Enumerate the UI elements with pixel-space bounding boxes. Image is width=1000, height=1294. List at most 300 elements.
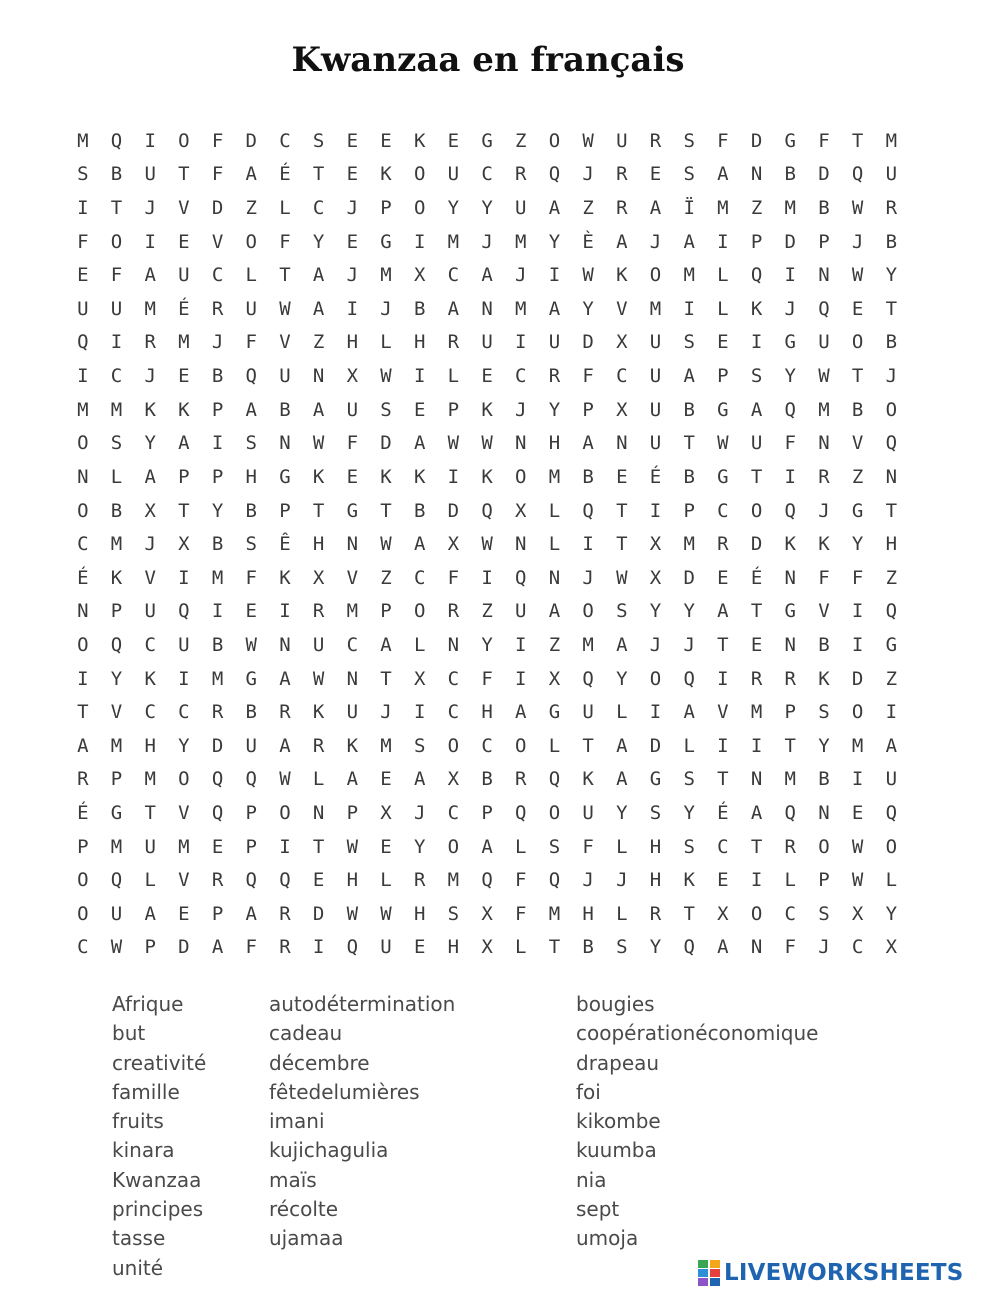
grid-letter[interactable]: A bbox=[413, 768, 426, 791]
grid-letter[interactable]: Q bbox=[346, 936, 359, 959]
grid-letter[interactable]: W bbox=[312, 667, 325, 690]
grid-letter[interactable]: Q bbox=[279, 869, 291, 892]
grid-letter[interactable]: O bbox=[279, 801, 291, 824]
grid-letter[interactable]: Z bbox=[851, 465, 864, 488]
grid-letter[interactable]: T bbox=[312, 835, 325, 858]
grid-letter[interactable]: O bbox=[447, 734, 460, 757]
grid-letter[interactable]: E bbox=[380, 835, 392, 858]
grid-letter[interactable]: Q bbox=[885, 801, 898, 824]
grid-letter[interactable]: B bbox=[481, 768, 493, 791]
grid-letter[interactable]: X bbox=[447, 768, 460, 791]
grid-letter[interactable]: S bbox=[750, 365, 763, 388]
grid-letter[interactable]: S bbox=[683, 768, 695, 791]
grid-letter[interactable]: I bbox=[312, 936, 325, 959]
grid-letter[interactable]: V bbox=[178, 197, 190, 220]
grid-letter[interactable]: X bbox=[447, 533, 460, 556]
grid-letter[interactable]: I bbox=[346, 297, 359, 320]
grid-letter[interactable]: Y bbox=[885, 264, 898, 287]
grid-letter[interactable]: A bbox=[649, 197, 662, 220]
grid-letter[interactable]: U bbox=[750, 432, 763, 455]
grid-letter[interactable]: K bbox=[178, 398, 190, 421]
grid-letter[interactable]: N bbox=[616, 432, 628, 455]
grid-letter[interactable]: G bbox=[110, 801, 123, 824]
grid-letter[interactable]: U bbox=[178, 264, 190, 287]
grid-letter[interactable]: U bbox=[346, 701, 359, 724]
grid-letter[interactable]: B bbox=[885, 331, 898, 354]
grid-letter[interactable]: S bbox=[77, 163, 89, 186]
grid-letter[interactable]: I bbox=[279, 600, 291, 623]
grid-letter[interactable]: C bbox=[515, 365, 527, 388]
grid-letter[interactable]: M bbox=[683, 533, 695, 556]
grid-letter[interactable]: O bbox=[413, 197, 426, 220]
grid-letter[interactable]: A bbox=[413, 533, 426, 556]
grid-letter[interactable]: I bbox=[851, 600, 864, 623]
grid-letter[interactable]: X bbox=[885, 936, 898, 959]
grid-letter[interactable]: H bbox=[481, 701, 493, 724]
grid-letter[interactable]: C bbox=[144, 701, 156, 724]
grid-letter[interactable]: M bbox=[110, 734, 123, 757]
grid-letter[interactable]: A bbox=[144, 902, 156, 925]
grid-letter[interactable]: P bbox=[211, 902, 224, 925]
grid-letter[interactable]: U bbox=[582, 801, 594, 824]
grid-letter[interactable]: H bbox=[582, 902, 594, 925]
grid-letter[interactable]: K bbox=[279, 566, 291, 589]
grid-letter[interactable]: E bbox=[245, 600, 257, 623]
grid-letter[interactable]: J bbox=[346, 197, 359, 220]
grid-letter[interactable]: G bbox=[784, 600, 796, 623]
grid-letter[interactable]: J bbox=[784, 297, 796, 320]
grid-letter[interactable]: M bbox=[77, 398, 89, 421]
grid-letter[interactable]: T bbox=[885, 499, 898, 522]
grid-letter[interactable]: N bbox=[818, 432, 830, 455]
grid-letter[interactable]: L bbox=[616, 835, 628, 858]
grid-letter[interactable]: Y bbox=[413, 835, 426, 858]
grid-letter[interactable]: N bbox=[515, 432, 527, 455]
grid-letter[interactable]: E bbox=[380, 129, 392, 152]
grid-letter[interactable]: I bbox=[851, 768, 864, 791]
grid-letter[interactable]: Q bbox=[110, 869, 123, 892]
grid-letter[interactable]: J bbox=[515, 398, 527, 421]
grid-letter[interactable]: J bbox=[380, 297, 392, 320]
grid-letter[interactable]: W bbox=[851, 264, 864, 287]
grid-letter[interactable]: B bbox=[110, 499, 123, 522]
grid-letter[interactable]: Z bbox=[481, 600, 493, 623]
grid-letter[interactable]: M bbox=[750, 701, 763, 724]
grid-letter[interactable]: Y bbox=[481, 633, 493, 656]
grid-letter[interactable]: E bbox=[851, 801, 864, 824]
grid-letter[interactable]: A bbox=[616, 230, 628, 253]
grid-letter[interactable]: E bbox=[717, 566, 729, 589]
grid-letter[interactable]: Z bbox=[245, 197, 257, 220]
grid-letter[interactable]: D bbox=[750, 129, 763, 152]
grid-letter[interactable]: R bbox=[649, 129, 662, 152]
grid-letter[interactable]: C bbox=[211, 264, 224, 287]
grid-letter[interactable]: U bbox=[178, 633, 190, 656]
grid-letter[interactable]: Q bbox=[110, 633, 123, 656]
grid-letter[interactable]: W bbox=[380, 902, 392, 925]
grid-letter[interactable]: X bbox=[649, 533, 662, 556]
grid-letter[interactable]: F bbox=[481, 667, 493, 690]
grid-letter[interactable]: Z bbox=[582, 197, 594, 220]
grid-letter[interactable]: M bbox=[717, 197, 729, 220]
grid-letter[interactable]: R bbox=[649, 902, 662, 925]
grid-letter[interactable]: W bbox=[818, 365, 830, 388]
grid-letter[interactable]: Q bbox=[582, 667, 594, 690]
grid-letter[interactable]: C bbox=[144, 633, 156, 656]
grid-letter[interactable]: W bbox=[851, 869, 864, 892]
grid-letter[interactable]: Q bbox=[683, 936, 695, 959]
grid-letter[interactable]: M bbox=[211, 566, 224, 589]
grid-letter[interactable]: E bbox=[717, 869, 729, 892]
grid-letter[interactable]: A bbox=[144, 264, 156, 287]
grid-letter[interactable]: H bbox=[548, 432, 561, 455]
grid-letter[interactable]: Q bbox=[818, 297, 830, 320]
grid-letter[interactable]: É bbox=[717, 801, 729, 824]
grid-letter[interactable]: A bbox=[346, 768, 359, 791]
grid-letter[interactable]: Y bbox=[616, 801, 628, 824]
grid-letter[interactable]: A bbox=[178, 432, 190, 455]
grid-letter[interactable]: K bbox=[312, 465, 325, 488]
grid-letter[interactable]: M bbox=[548, 465, 561, 488]
grid-letter[interactable]: O bbox=[818, 835, 830, 858]
grid-letter[interactable]: S bbox=[683, 163, 695, 186]
grid-letter[interactable]: B bbox=[885, 230, 898, 253]
grid-letter[interactable]: P bbox=[245, 801, 257, 824]
grid-letter[interactable]: V bbox=[818, 600, 830, 623]
grid-letter[interactable]: D bbox=[178, 936, 190, 959]
grid-letter[interactable]: V bbox=[211, 230, 224, 253]
grid-letter[interactable]: O bbox=[413, 163, 426, 186]
grid-letter[interactable]: Q bbox=[110, 129, 123, 152]
grid-letter[interactable]: O bbox=[851, 701, 864, 724]
grid-letter[interactable]: H bbox=[245, 465, 257, 488]
grid-letter[interactable]: D bbox=[211, 734, 224, 757]
grid-letter[interactable]: K bbox=[144, 667, 156, 690]
grid-letter[interactable]: E bbox=[380, 768, 392, 791]
grid-letter[interactable]: T bbox=[784, 734, 796, 757]
grid-letter[interactable]: R bbox=[616, 163, 628, 186]
grid-letter[interactable]: T bbox=[312, 499, 325, 522]
grid-letter[interactable]: A bbox=[413, 432, 426, 455]
grid-letter[interactable]: T bbox=[750, 465, 763, 488]
grid-letter[interactable]: I bbox=[717, 230, 729, 253]
grid-letter[interactable]: Q bbox=[784, 499, 796, 522]
grid-letter[interactable]: V bbox=[178, 869, 190, 892]
grid-letter[interactable]: É bbox=[279, 163, 291, 186]
grid-letter[interactable]: U bbox=[110, 297, 123, 320]
grid-letter[interactable]: A bbox=[683, 701, 695, 724]
grid-letter[interactable]: K bbox=[312, 701, 325, 724]
grid-letter[interactable]: C bbox=[178, 701, 190, 724]
grid-letter[interactable]: G bbox=[649, 768, 662, 791]
grid-letter[interactable]: S bbox=[683, 331, 695, 354]
grid-letter[interactable]: D bbox=[245, 129, 257, 152]
grid-letter[interactable]: L bbox=[717, 297, 729, 320]
grid-letter[interactable]: D bbox=[649, 734, 662, 757]
grid-letter[interactable]: M bbox=[380, 734, 392, 757]
grid-letter[interactable]: H bbox=[312, 533, 325, 556]
grid-letter[interactable]: Z bbox=[750, 197, 763, 220]
grid-letter[interactable]: C bbox=[77, 533, 89, 556]
grid-letter[interactable]: Q bbox=[683, 667, 695, 690]
grid-letter[interactable]: Z bbox=[380, 566, 392, 589]
grid-letter[interactable]: D bbox=[818, 163, 830, 186]
grid-letter[interactable]: N bbox=[346, 667, 359, 690]
grid-letter[interactable]: U bbox=[245, 734, 257, 757]
grid-letter[interactable]: V bbox=[279, 331, 291, 354]
grid-letter[interactable]: R bbox=[211, 869, 224, 892]
grid-letter[interactable]: Q bbox=[515, 801, 527, 824]
grid-letter[interactable]: X bbox=[481, 902, 493, 925]
grid-letter[interactable]: M bbox=[683, 264, 695, 287]
grid-letter[interactable]: V bbox=[616, 297, 628, 320]
grid-letter[interactable]: B bbox=[211, 633, 224, 656]
grid-letter[interactable]: Q bbox=[582, 499, 594, 522]
grid-letter[interactable]: U bbox=[481, 331, 493, 354]
grid-letter[interactable]: M bbox=[582, 633, 594, 656]
grid-letter[interactable]: A bbox=[616, 633, 628, 656]
grid-letter[interactable]: P bbox=[683, 499, 695, 522]
grid-letter[interactable]: T bbox=[178, 163, 190, 186]
grid-letter[interactable]: S bbox=[683, 835, 695, 858]
grid-letter[interactable]: C bbox=[279, 129, 291, 152]
grid-letter[interactable]: J bbox=[582, 163, 594, 186]
grid-letter[interactable]: K bbox=[481, 398, 493, 421]
grid-letter[interactable]: W bbox=[346, 835, 359, 858]
grid-letter[interactable]: N bbox=[784, 633, 796, 656]
grid-letter[interactable]: M bbox=[178, 331, 190, 354]
grid-letter[interactable]: G bbox=[245, 667, 257, 690]
grid-letter[interactable]: H bbox=[447, 936, 460, 959]
grid-letter[interactable]: N bbox=[750, 768, 763, 791]
grid-letter[interactable]: P bbox=[380, 197, 392, 220]
grid-letter[interactable]: E bbox=[178, 230, 190, 253]
grid-letter[interactable]: U bbox=[818, 331, 830, 354]
grid-letter[interactable]: R bbox=[211, 701, 224, 724]
grid-letter[interactable]: S bbox=[380, 398, 392, 421]
grid-letter[interactable]: L bbox=[515, 936, 527, 959]
grid-letter[interactable]: A bbox=[683, 230, 695, 253]
grid-letter[interactable]: H bbox=[885, 533, 898, 556]
grid-letter[interactable]: H bbox=[649, 835, 662, 858]
grid-letter[interactable]: M bbox=[447, 230, 460, 253]
grid-letter[interactable]: K bbox=[683, 869, 695, 892]
grid-letter[interactable]: D bbox=[750, 533, 763, 556]
grid-letter[interactable]: P bbox=[178, 465, 190, 488]
grid-letter[interactable]: M bbox=[784, 768, 796, 791]
grid-letter[interactable]: M bbox=[211, 667, 224, 690]
grid-letter[interactable]: U bbox=[582, 701, 594, 724]
grid-letter[interactable]: C bbox=[346, 633, 359, 656]
grid-letter[interactable]: B bbox=[818, 633, 830, 656]
grid-letter[interactable]: S bbox=[616, 936, 628, 959]
grid-letter[interactable]: X bbox=[548, 667, 561, 690]
grid-letter[interactable]: D bbox=[784, 230, 796, 253]
grid-letter[interactable]: N bbox=[750, 936, 763, 959]
grid-letter[interactable]: T bbox=[750, 600, 763, 623]
grid-letter[interactable]: B bbox=[818, 768, 830, 791]
grid-letter[interactable]: Z bbox=[548, 633, 561, 656]
grid-letter[interactable]: I bbox=[717, 734, 729, 757]
grid-letter[interactable]: T bbox=[279, 264, 291, 287]
grid-letter[interactable]: O bbox=[178, 129, 190, 152]
grid-letter[interactable]: U bbox=[279, 365, 291, 388]
grid-letter[interactable]: G bbox=[784, 331, 796, 354]
grid-letter[interactable]: I bbox=[582, 533, 594, 556]
grid-letter[interactable]: L bbox=[548, 499, 561, 522]
grid-letter[interactable]: L bbox=[380, 331, 392, 354]
grid-letter[interactable]: T bbox=[851, 365, 864, 388]
grid-letter[interactable]: B bbox=[279, 398, 291, 421]
grid-letter[interactable]: T bbox=[717, 768, 729, 791]
grid-letter[interactable]: N bbox=[77, 465, 89, 488]
grid-letter[interactable]: M bbox=[110, 398, 123, 421]
grid-letter[interactable]: É bbox=[649, 465, 662, 488]
grid-letter[interactable]: B bbox=[110, 163, 123, 186]
grid-letter[interactable]: N bbox=[77, 600, 89, 623]
grid-letter[interactable]: M bbox=[515, 230, 527, 253]
grid-letter[interactable]: H bbox=[649, 869, 662, 892]
grid-letter[interactable]: I bbox=[885, 701, 898, 724]
grid-letter[interactable]: L bbox=[616, 701, 628, 724]
grid-letter[interactable]: P bbox=[818, 230, 830, 253]
grid-letter[interactable]: K bbox=[380, 465, 392, 488]
grid-letter[interactable]: U bbox=[245, 297, 257, 320]
grid-letter[interactable]: A bbox=[717, 163, 729, 186]
grid-letter[interactable]: K bbox=[481, 465, 493, 488]
grid-letter[interactable]: Q bbox=[784, 398, 796, 421]
grid-letter[interactable]: M bbox=[178, 835, 190, 858]
grid-letter[interactable]: G bbox=[346, 499, 359, 522]
grid-letter[interactable]: A bbox=[447, 297, 460, 320]
grid-letter[interactable]: N bbox=[548, 566, 561, 589]
grid-letter[interactable]: D bbox=[683, 566, 695, 589]
grid-letter[interactable]: U bbox=[885, 163, 898, 186]
grid-letter[interactable]: A bbox=[279, 667, 291, 690]
grid-letter[interactable]: C bbox=[447, 701, 460, 724]
grid-letter[interactable]: U bbox=[346, 398, 359, 421]
grid-letter[interactable]: T bbox=[851, 129, 864, 152]
grid-letter[interactable]: O bbox=[649, 667, 662, 690]
grid-letter[interactable]: O bbox=[582, 600, 594, 623]
grid-letter[interactable]: A bbox=[312, 297, 325, 320]
grid-letter[interactable]: M bbox=[447, 869, 460, 892]
grid-letter[interactable]: X bbox=[481, 936, 493, 959]
grid-letter[interactable]: G bbox=[784, 129, 796, 152]
grid-letter[interactable]: I bbox=[77, 197, 89, 220]
grid-letter[interactable]: L bbox=[515, 835, 527, 858]
grid-letter[interactable]: F bbox=[245, 566, 257, 589]
grid-letter[interactable]: W bbox=[110, 936, 123, 959]
grid-letter[interactable]: M bbox=[77, 129, 89, 152]
grid-letter[interactable]: R bbox=[413, 869, 426, 892]
grid-letter[interactable]: S bbox=[245, 533, 257, 556]
grid-letter[interactable]: E bbox=[481, 365, 493, 388]
grid-letter[interactable]: H bbox=[346, 331, 359, 354]
grid-letter[interactable]: N bbox=[784, 566, 796, 589]
grid-letter[interactable]: O bbox=[77, 499, 89, 522]
grid-letter[interactable]: J bbox=[380, 701, 392, 724]
grid-letter[interactable]: J bbox=[211, 331, 224, 354]
grid-letter[interactable]: W bbox=[245, 633, 257, 656]
grid-letter[interactable]: F bbox=[717, 129, 729, 152]
grid-letter[interactable]: R bbox=[447, 331, 460, 354]
grid-letter[interactable]: O bbox=[515, 734, 527, 757]
grid-letter[interactable]: Q bbox=[211, 768, 224, 791]
grid-letter[interactable]: I bbox=[178, 566, 190, 589]
grid-letter[interactable]: T bbox=[144, 801, 156, 824]
grid-letter[interactable]: K bbox=[582, 768, 594, 791]
grid-letter[interactable]: C bbox=[413, 566, 426, 589]
grid-letter[interactable]: U bbox=[649, 331, 662, 354]
grid-letter[interactable]: D bbox=[312, 902, 325, 925]
grid-letter[interactable]: Q bbox=[211, 801, 224, 824]
grid-letter[interactable]: X bbox=[515, 499, 527, 522]
grid-letter[interactable]: P bbox=[447, 398, 460, 421]
grid-letter[interactable]: B bbox=[245, 499, 257, 522]
grid-letter[interactable]: M bbox=[784, 197, 796, 220]
grid-letter[interactable]: È bbox=[582, 230, 594, 253]
grid-letter[interactable]: F bbox=[211, 163, 224, 186]
grid-letter[interactable]: W bbox=[481, 432, 493, 455]
grid-letter[interactable]: I bbox=[481, 566, 493, 589]
grid-letter[interactable]: S bbox=[649, 801, 662, 824]
grid-letter[interactable]: E bbox=[312, 869, 325, 892]
grid-letter[interactable]: Q bbox=[851, 163, 864, 186]
grid-letter[interactable]: O bbox=[77, 869, 89, 892]
grid-letter[interactable]: É bbox=[77, 566, 89, 589]
grid-letter[interactable]: L bbox=[312, 768, 325, 791]
grid-letter[interactable]: J bbox=[582, 869, 594, 892]
grid-letter[interactable]: M bbox=[851, 734, 864, 757]
grid-letter[interactable]: N bbox=[515, 533, 527, 556]
grid-letter[interactable]: J bbox=[413, 801, 426, 824]
grid-letter[interactable]: T bbox=[178, 499, 190, 522]
grid-letter[interactable]: U bbox=[110, 902, 123, 925]
grid-letter[interactable]: O bbox=[649, 264, 662, 287]
grid-letter[interactable]: A bbox=[548, 297, 561, 320]
grid-letter[interactable]: R bbox=[447, 600, 460, 623]
grid-letter[interactable]: A bbox=[312, 398, 325, 421]
grid-letter[interactable]: A bbox=[481, 264, 493, 287]
grid-letter[interactable]: Ê bbox=[279, 533, 291, 556]
grid-letter[interactable]: V bbox=[851, 432, 864, 455]
grid-letter[interactable]: W bbox=[380, 365, 392, 388]
grid-letter[interactable]: Q bbox=[750, 264, 763, 287]
grid-letter[interactable]: C bbox=[717, 499, 729, 522]
grid-letter[interactable]: K bbox=[818, 533, 830, 556]
grid-letter[interactable]: Y bbox=[481, 197, 493, 220]
grid-letter[interactable]: M bbox=[548, 902, 561, 925]
grid-letter[interactable]: Y bbox=[211, 499, 224, 522]
grid-letter[interactable]: W bbox=[380, 533, 392, 556]
grid-letter[interactable]: D bbox=[447, 499, 460, 522]
grid-letter[interactable]: W bbox=[279, 297, 291, 320]
grid-letter[interactable]: G bbox=[481, 129, 493, 152]
grid-letter[interactable]: F bbox=[245, 936, 257, 959]
grid-letter[interactable]: L bbox=[245, 264, 257, 287]
grid-letter[interactable]: P bbox=[279, 499, 291, 522]
grid-letter[interactable]: I bbox=[178, 667, 190, 690]
grid-letter[interactable]: E bbox=[178, 365, 190, 388]
grid-letter[interactable]: P bbox=[211, 465, 224, 488]
grid-letter[interactable]: E bbox=[717, 331, 729, 354]
grid-letter[interactable]: V bbox=[110, 701, 123, 724]
grid-letter[interactable]: Y bbox=[649, 936, 662, 959]
grid-letter[interactable]: F bbox=[784, 432, 796, 455]
grid-letter[interactable]: J bbox=[885, 365, 898, 388]
grid-letter[interactable]: J bbox=[346, 264, 359, 287]
